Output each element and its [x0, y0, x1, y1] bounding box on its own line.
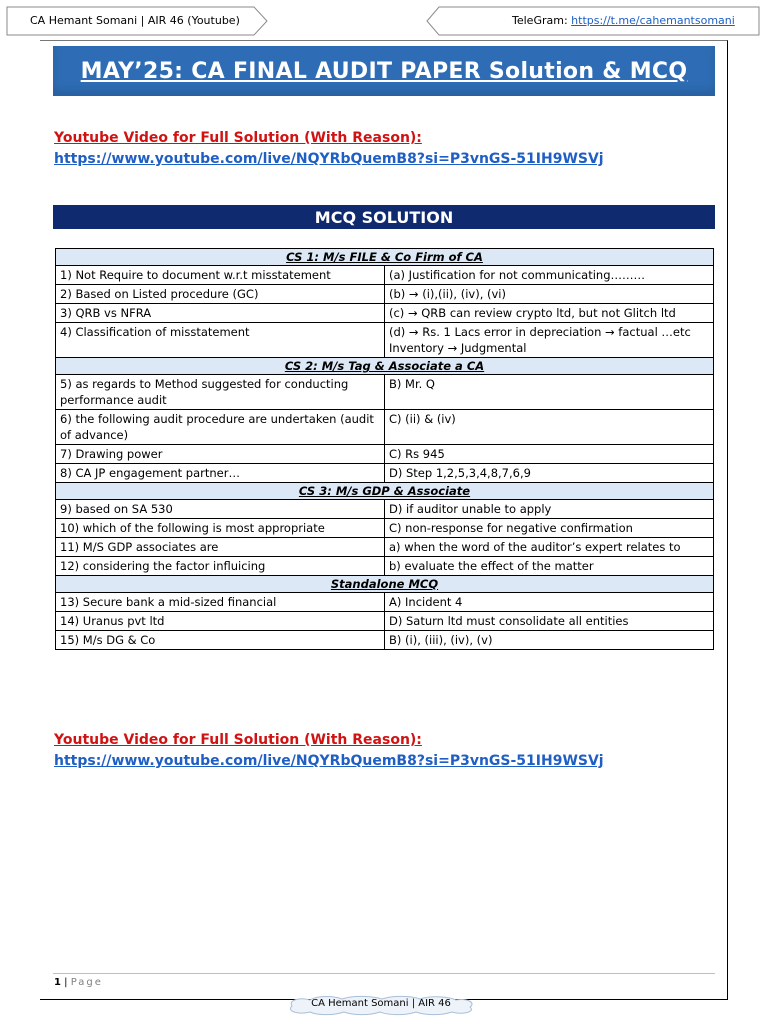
header-left-ribbon	[6, 6, 268, 36]
answer-cell: D) Saturn ltd must consolidate all entities	[385, 612, 714, 631]
section-row-cs2	[56, 358, 714, 375]
table-row	[56, 410, 714, 445]
youtube-link-top[interactable]: https://www.youtube.com/live/NQYRbQuemB8?si=P3vnGS-51IH9WSVj	[54, 151, 604, 167]
answer-cell: B) Mr. Q	[385, 375, 714, 410]
question-cell: 2) Based on Listed procedure (GC)	[56, 285, 385, 304]
question-cell: 14) Uranus pvt ltd	[56, 612, 385, 631]
youtube-link-bottom[interactable]: https://www.youtube.com/live/NQYRbQuemB8?si=P3vnGS-51IH9WSVj	[54, 753, 604, 769]
answer-cell: C) (ii) & (iv)	[385, 410, 714, 445]
page-title: MAY’25: CA FINAL AUDIT PAPER Solution & MCQ	[80, 58, 688, 84]
table-row	[56, 445, 714, 464]
header-right-ribbon	[426, 6, 760, 36]
footer-divider	[53, 973, 715, 974]
title-banner	[53, 46, 715, 96]
footer-center-text: CA Hemant Somani | AIR 46	[311, 998, 451, 1009]
table-row	[56, 593, 714, 612]
answer-cell: (c) → QRB can review crypto ltd, but not Glitch ltd	[385, 304, 714, 323]
answer-cell: C) Rs 945	[385, 445, 714, 464]
question-cell: 9) based on SA 530	[56, 500, 385, 519]
question-cell: 3) QRB vs NFRA	[56, 304, 385, 323]
question-cell: 15) M/s DG & Co	[56, 631, 385, 650]
table-row	[56, 375, 714, 410]
section-row-standalone	[56, 576, 714, 593]
table-row	[56, 266, 714, 285]
answer-cell: D) if auditor unable to apply	[385, 500, 714, 519]
table-row	[56, 612, 714, 631]
answer-cell: B) (i), (iii), (iv), (v)	[385, 631, 714, 650]
table-row	[56, 304, 714, 323]
page-number-footer	[54, 977, 103, 988]
header-telegram	[512, 14, 735, 27]
question-cell: 12) considering the factor influicing	[56, 557, 385, 576]
section-heading: CS 3: M/s GDP & Associate	[56, 483, 714, 500]
mcq-table	[55, 248, 714, 650]
table-row	[56, 557, 714, 576]
answer-cell: (b) → (i),(ii), (iv), (vi)	[385, 285, 714, 304]
mcq-solution-banner	[53, 205, 715, 229]
youtube-label-bottom: Youtube Video for Full Solution (With Reason):	[54, 732, 422, 748]
section-heading: Standalone MCQ	[56, 576, 714, 593]
question-cell: 5) as regards to Method suggested for conducting performance audit	[56, 375, 385, 410]
answer-cell: A) Incident 4	[385, 593, 714, 612]
question-cell: 7) Drawing power	[56, 445, 385, 464]
answer-cell: (a) Justification for not communicating………	[385, 266, 714, 285]
header-channel-text: CA Hemant Somani | AIR 46 (Youtube)	[30, 14, 240, 27]
section-row-cs1	[56, 249, 714, 266]
section-heading: CS 2: M/s Tag & Associate a CA	[56, 358, 714, 375]
page-separator: |	[60, 977, 71, 988]
table-row	[56, 285, 714, 304]
table-row	[56, 464, 714, 483]
question-cell: 6) the following audit procedure are undertaken (audit of advance)	[56, 410, 385, 445]
answer-cell	[385, 323, 714, 358]
question-cell: 4) Classification of misstatement	[56, 323, 385, 358]
answer-cell: a) when the word of the auditor’s expert relates to	[385, 538, 714, 557]
youtube-label-top: Youtube Video for Full Solution (With Reason):	[54, 130, 422, 146]
table-row	[56, 323, 714, 358]
section-row-cs3	[56, 483, 714, 500]
mcq-heading: MCQ SOLUTION	[314, 207, 454, 227]
answer-cell: b) evaluate the effect of the matter	[385, 557, 714, 576]
question-cell: 11) M/S GDP associates are	[56, 538, 385, 557]
table-row	[56, 519, 714, 538]
page-word: Page	[70, 977, 103, 988]
page-number: 1	[54, 977, 61, 988]
answer-cell: C) non-response for negative confirmation	[385, 519, 714, 538]
question-cell: 10) which of the following is most appropriate	[56, 519, 385, 538]
section-heading: CS 1: M/s FILE & Co Firm of CA	[56, 249, 714, 266]
question-cell: 1) Not Require to document w.r.t misstatement	[56, 266, 385, 285]
answer-line: (d) → Rs. 1 Lacs error in depreciation → factual …etc	[389, 325, 691, 339]
table-row	[56, 631, 714, 650]
answer-line: Inventory → Judgmental	[389, 341, 527, 355]
question-cell: 13) Secure bank a mid-sized financial	[56, 593, 385, 612]
table-row	[56, 538, 714, 557]
telegram-label: TeleGram:	[512, 14, 572, 27]
answer-cell: D) Step 1,2,5,3,4,8,7,6,9	[385, 464, 714, 483]
footer-cloud	[284, 994, 478, 1016]
telegram-link[interactable]: https://t.me/cahemantsomani	[571, 14, 735, 27]
table-row	[56, 500, 714, 519]
question-cell: 8) CA JP engagement partner…	[56, 464, 385, 483]
